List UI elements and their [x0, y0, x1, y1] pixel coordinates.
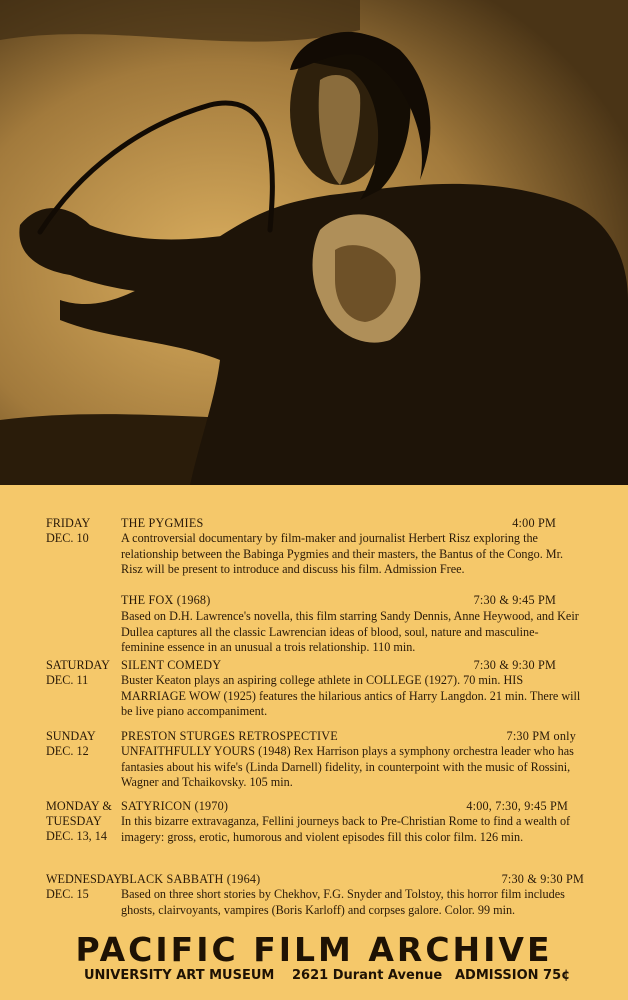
admission-price: ADMISSION 75¢ [455, 968, 571, 983]
film-title: THE FOX (1968) [121, 593, 211, 607]
archive-title: PACIFIC FILM ARCHIVE [75, 930, 553, 969]
event-date-label: DEC. 15 [46, 887, 89, 901]
event-date-label: DEC. 13, 14 [46, 829, 107, 843]
film-time: 4:00, 7:30, 9:45 PM [466, 799, 568, 813]
film-description: In this bizarre extravaganza, Fellini journeys back to Pre-Christian Rome to find a wealth of imagery: gross, erotic, humorous and violent episodes fill this color film. 126 min. [121, 814, 571, 844]
man-with-whip-illustration [0, 0, 628, 485]
film-time: 7:30 & 9:30 PM [501, 872, 584, 886]
film-title: THE PYGMIES [121, 516, 204, 530]
film-description: UNFAITHFULLY YOURS (1948) Rex Harrison plays a symphony orchestra leader who has fantasies about his wife's (Linda Darnell) fidelity, in counterpoint with the music of Rossini, Wagner and Tchaikovsky. 105 min. [121, 744, 574, 789]
event-day-label: SATURDAY [46, 658, 110, 672]
event-day-label: MONDAY & [46, 799, 112, 813]
event-day-label: SUNDAY [46, 729, 96, 743]
film-title: PRESTON STURGES RETROSPECTIVE [121, 729, 338, 743]
event-day-label: FRIDAY [46, 516, 91, 530]
museum-name: UNIVERSITY ART MUSEUM [84, 968, 275, 983]
film-time: 4:00 PM [512, 516, 556, 530]
film-description: Based on three short stories by Chekhov, F.G. Snyder and Tolstoy, this horror film includes ghosts, clairvoyants, vampires (Boris Karloff) and corpses galore. Color. 99 min. [121, 887, 565, 917]
film-title: SILENT COMEDY [121, 658, 222, 672]
event-date-label: DEC. 11 [46, 673, 89, 687]
event-day-label: WEDNESDAY [46, 872, 123, 886]
film-title: SATYRICON (1970) [121, 799, 229, 813]
address: 2621 Durant Avenue [292, 968, 443, 983]
film-title: BLACK SABBATH (1964) [121, 872, 261, 886]
film-description: Buster Keaton plays an aspiring college athlete in COLLEGE (1927). 70 min. HIS MARRIAGE WOW (1925) features the hilarious antics of Harry Langdon. 21 min. There will be live piano accompaniment. [121, 673, 581, 718]
film-time: 7:30 PM only [506, 729, 576, 743]
film-description: A controversial documentary by film-maker and journalist Herbert Risz exploring the relationship between the Babinga Pygmies and their masters, the Bantus of the Congo. Mr. Risz will be present to introduce and discuss his film. Admission Free. [121, 531, 564, 576]
event-date-label: DEC. 10 [46, 531, 89, 545]
film-time: 7:30 & 9:45 PM [473, 593, 556, 607]
event-date-label: DEC. 12 [46, 744, 89, 758]
poster-photo [0, 0, 628, 485]
film-time: 7:30 & 9:30 PM [473, 658, 556, 672]
film-description: Based on D.H. Lawrence's novella, this film starring Sandy Dennis, Anne Heywood, and Keir Dullea captures all the classic Lawrencian ideas of blood, soul, nature and masculine-feminine essence in an unusual a trois relationship. 110 min. [121, 609, 579, 654]
event-day-label: TUESDAY [46, 814, 102, 828]
